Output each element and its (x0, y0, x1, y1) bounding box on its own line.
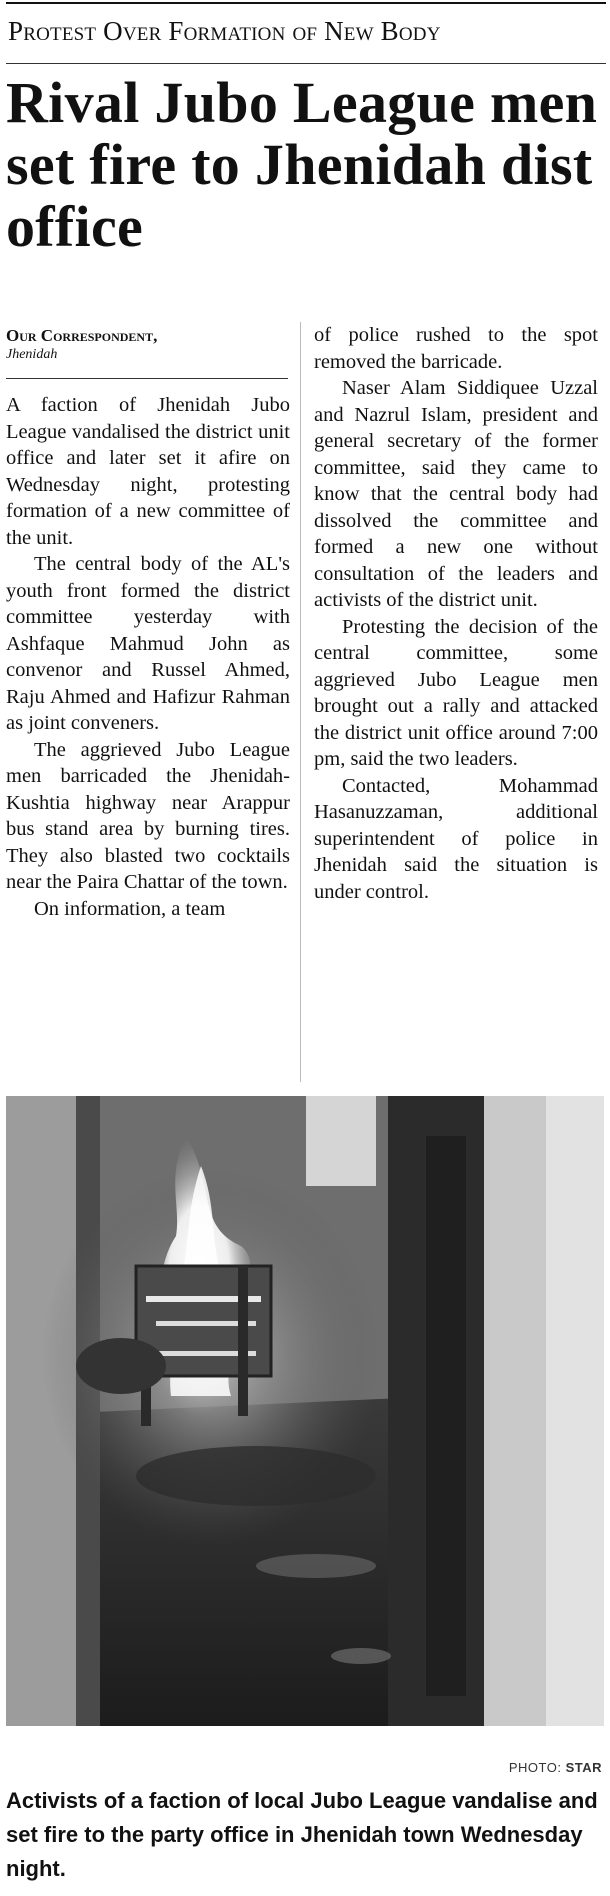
kicker: Protest Over Formation of New Body (8, 16, 441, 46)
byline-name: Our Correspondent, (6, 326, 158, 345)
photo-credit-source: STAR (565, 1760, 602, 1775)
paragraph: On information, a team (34, 897, 226, 920)
paragraph: Protesting the decision of the central committee, some aggrieved Jubo League men brought out a rally and attacked the district unit office around 7:00 pm, said the two leaders. (314, 615, 598, 770)
column-divider (300, 322, 301, 1082)
paragraph: Naser Alam Siddiquee Uzzal and Nazrul Islam, president and general secretary of the former committee, said they came to know that the central body had dissolved the committee and formed a new one without consultation of the leaders and activists of the district unit. (314, 377, 598, 611)
paragraph: Contacted, Mohammad Hasanuzzaman, additional superintendent of police in Jhenidah said the situation is under control. (314, 774, 598, 903)
byline-place: Jhenidah (6, 347, 58, 362)
byline-rule (6, 378, 288, 379)
news-photo (6, 1096, 604, 1726)
paragraph: A faction of Jhenidah Jubo League vandalised the district unit office and later set it afire on Wednesday night, protesting formation of a new committee of the unit. (6, 394, 290, 549)
paragraph: of police rushed to the spot removed the barricade. (314, 324, 598, 373)
photo-credit-prefix: PHOTO: (508, 1760, 562, 1775)
byline (6, 326, 288, 364)
top-rule (6, 2, 606, 4)
kicker-rule (6, 63, 606, 64)
article-column-right (314, 322, 598, 905)
paragraph: The aggrieved Jubo League men barricaded the Jhenidah-Kushtia highway near Arappur bus stand area by burning tires. They also blasted two cocktails near the Paira Chattar of the town. (6, 738, 290, 893)
photo-credit (509, 1760, 602, 1775)
paragraph: The central body of the AL's youth front formed the district committee yesterday with Ashfaque Mahmud John as convenor and Russel Ahmed, Raju Ahmed and Hafizur Rahman as joint conveners. (6, 553, 290, 734)
article-column-left (6, 392, 290, 922)
photo-caption: Activists of a faction of local Jubo League vandalise and set fire to the party office in Jhenidah town Wednesday night. (6, 1788, 598, 1881)
headline: Rival Jubo League men set fire to Jhenidah dist office (6, 70, 598, 259)
